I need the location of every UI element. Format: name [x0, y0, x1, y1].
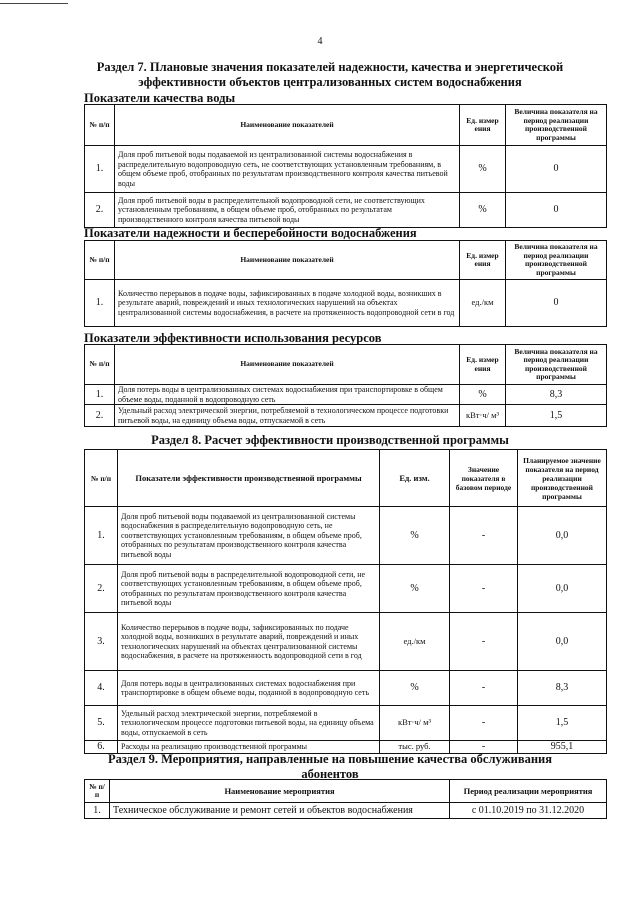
row-plan: 955,1	[518, 741, 607, 754]
header-unit: Ед. изм.	[380, 450, 450, 507]
header-unit: Ед. измер ения	[460, 345, 506, 385]
row-name: Доля потерь воды в централизованных системах водоснабжения при транспортировке в общем объеме воды, поданной в водопроводную сеть	[115, 385, 460, 405]
header-name: Наименование показателей	[115, 105, 460, 146]
header-num: № п/п	[85, 241, 115, 280]
row-name: Доля проб питьевой воды подаваемой из централизованной системы водоснабжения в распределительную водопроводную сеть, не соответствующих установленным требованиям, в общем объеме проб, отобранных по результатам производственного контроля качества питьевой воды	[115, 146, 460, 193]
row-base: -	[450, 671, 518, 706]
row-value: 8,3	[506, 385, 607, 405]
header-base: Значение показателя в базовом периоде	[450, 450, 518, 507]
row-num: 1.	[85, 507, 118, 565]
table-row	[85, 613, 607, 671]
row-name: Количество перерывов в подаче воды, зафиксированных в подаче холодной воды, возникших в результате аварий, повреждений и иных технологических нарушений на объектах централизованной системы водоснабжения, в расчете на протяженность водопроводной сети в год	[115, 280, 460, 327]
row-base: -	[450, 706, 518, 741]
row-plan: 0,0	[518, 613, 607, 671]
row-plan: 0,0	[518, 565, 607, 613]
row-num: 3.	[85, 613, 118, 671]
section9-title-line2: абонентов	[301, 767, 359, 781]
section8-title: Раздел 8. Расчет эффективности производственной программы	[151, 433, 509, 447]
row-period: с 01.10.2019 по 31.12.2020	[450, 803, 607, 819]
header-plan: Планируемое значение показателя на период реализации производственной программы	[518, 450, 607, 507]
table-row	[85, 507, 607, 565]
table-row	[85, 146, 607, 193]
header-value: Величина показателя на период реализации производственной программы	[506, 345, 607, 385]
table-row	[85, 565, 607, 613]
row-name: Техническое обслуживание и ремонт сетей и объектов водоснабжения	[110, 803, 450, 819]
header-value: Величина показателя на период реализации производственной программы	[506, 241, 607, 280]
header-name: Наименование мероприятия	[110, 780, 450, 803]
row-base: -	[450, 507, 518, 565]
row-plan: 0,0	[518, 507, 607, 565]
row-plan: 8,3	[518, 671, 607, 706]
row-num: 1.	[85, 385, 115, 405]
table-row	[85, 671, 607, 706]
row-plan: 1,5	[518, 706, 607, 741]
section7-title-line2: эффективности объектов централизованных систем водоснабжения	[138, 75, 522, 89]
row-unit: %	[380, 507, 450, 565]
header-name: Показатели эффективности производственной программы	[118, 450, 380, 507]
row-unit: тыс. руб.	[380, 741, 450, 754]
row-name: Расходы на реализацию производственной программы	[118, 741, 380, 754]
section7-title-line1: Раздел 7. Плановые значения показателей надежности, качества и энергетической	[96, 60, 564, 74]
row-num: 1.	[85, 146, 115, 193]
row-unit: кВт·ч/ м³	[460, 405, 506, 427]
row-name: Удельный расход электрической энергии, потребляемой в технологическом процессе подготовки питьевой воды, на единицу объема воды, отпускаемой в сеть	[115, 405, 460, 427]
row-unit: %	[460, 146, 506, 193]
table-row	[85, 803, 607, 819]
header-unit: Ед. измер ения	[460, 241, 506, 280]
row-name: Количество перерывов в подаче воды, зафиксированных по подаче холодной воды, возникших в результате аварий, повреждений и иных технологических нарушений на объектах централизованной системы водоснабжения, в расчете на протяженность водопроводной сети в год	[118, 613, 380, 671]
table-row	[85, 280, 607, 327]
quality-title: Показатели качества воды	[84, 91, 236, 105]
table-row	[85, 385, 607, 405]
header-num: № п/п	[85, 780, 110, 803]
header-period: Период реализации мероприятия	[450, 780, 607, 803]
header-value: Величина показателя на период реализации производственной программы	[506, 105, 607, 146]
header-name: Наименование показателей	[115, 345, 460, 385]
row-name: Удельный расход электрической энергии, потребляемой в технологическом процессе подготовки питьевой воды, на единицу объема воды, отпускаемой в сеть	[118, 706, 380, 741]
row-base: -	[450, 565, 518, 613]
row-name: Доля проб питьевой воды в распределительной водопроводной сети, не соответствующих установленным требованиям, в общем объеме проб, отобранных по результатам производственного контроля качества питьевой воды	[115, 193, 460, 228]
row-num: 1.	[85, 280, 115, 327]
reliability-title: Показатели надежности и бесперебойности водоснабжения	[84, 226, 417, 240]
efficiency-table	[84, 344, 607, 427]
row-num: 5.	[85, 706, 118, 741]
row-num: 1.	[85, 803, 110, 819]
section9-title-line1: Раздел 9. Мероприятия, направленные на повышение качества обслуживания	[107, 752, 553, 766]
row-num: 6.	[85, 741, 118, 754]
row-value: 0	[506, 146, 607, 193]
row-unit: ед./км	[380, 613, 450, 671]
row-unit: %	[380, 671, 450, 706]
row-name: Доля потерь воды в централизованных системах водоснабжения при транспортировке в общем объеме воды, поданной в водопроводную сеть	[118, 671, 380, 706]
row-num: 4.	[85, 671, 118, 706]
page-number: 4	[317, 36, 323, 47]
row-unit: ед./км	[460, 280, 506, 327]
header-num: № п/п	[85, 105, 115, 146]
row-unit: %	[460, 385, 506, 405]
table-row	[85, 706, 607, 741]
header-name: Наименование показателей	[115, 241, 460, 280]
section8-table	[84, 449, 607, 754]
row-num: 2.	[85, 405, 115, 427]
row-unit: %	[460, 193, 506, 228]
efficiency-title: Показатели эффективности использования ресурсов	[84, 331, 382, 345]
row-base: -	[450, 613, 518, 671]
reliability-table	[84, 240, 607, 327]
row-num: 2.	[85, 565, 118, 613]
row-num: 2.	[85, 193, 115, 228]
row-name: Доля проб питьевой воды подаваемой из централизованной системы водоснабжения в распределительную водопроводную сеть, не соответствующих установленным требованиям, в общем объеме проб, отобранных по результатам производственного контроля качества питьевой воды	[118, 507, 380, 565]
quality-table	[84, 104, 607, 228]
row-value: 1,5	[506, 405, 607, 427]
header-unit: Ед. измер ения	[460, 105, 506, 146]
table-row	[85, 405, 607, 427]
row-unit: кВт·ч/ м³	[380, 706, 450, 741]
header-num: № п/п	[85, 345, 115, 385]
row-base: -	[450, 741, 518, 754]
row-value: 0	[506, 193, 607, 228]
scan-edge-line	[0, 3, 68, 4]
section9-table	[84, 779, 607, 819]
row-unit: %	[380, 565, 450, 613]
header-num: № п/п	[85, 450, 118, 507]
row-name: Доля проб питьевой воды в распределительной водопроводной сети, не соответствующих установленным требованиям, в общем объеме проб, отобранных по результатам производственного контроля качества питьевой воды	[118, 565, 380, 613]
row-value: 0	[506, 280, 607, 327]
table-row	[85, 193, 607, 228]
